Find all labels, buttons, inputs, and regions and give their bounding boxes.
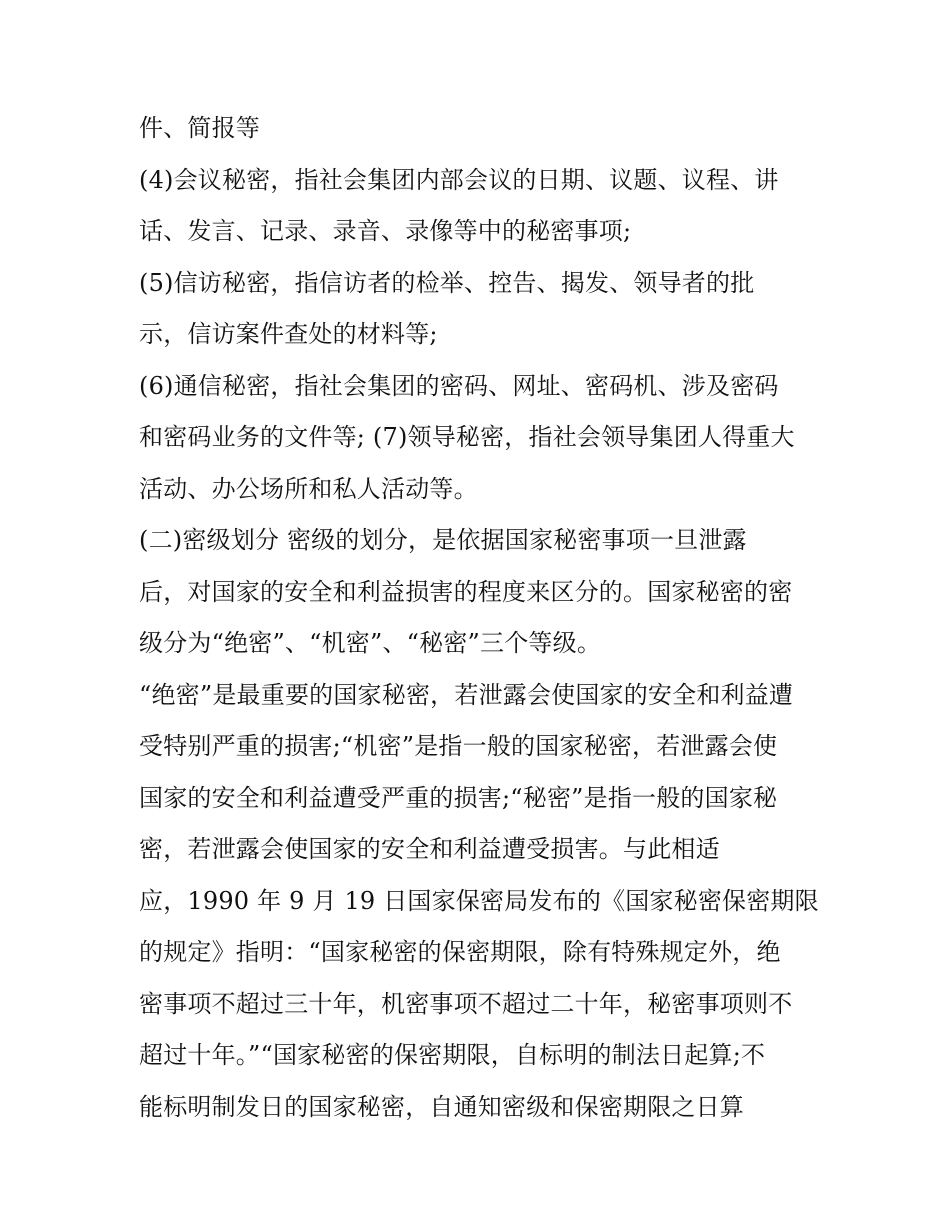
text-line: 示，信访案件查处的材料等;	[139, 320, 438, 348]
text-line: 受特别严重的损害;“机密”是指一般的国家秘密，若泄露会使	[139, 732, 778, 760]
text-line: 密，若泄露会使国家的安全和利益遭受损害。与此相适	[139, 835, 720, 863]
text-line: 活动、办公场所和私人活动等。	[139, 474, 478, 503]
text-line: (二)密级划分 密级的划分，是依据国家秘密事项一旦泄露	[139, 526, 747, 554]
text-line: 后，对国家的安全和利益损害的程度来区分的。国家秘密的密	[139, 577, 793, 606]
text-line: 的规定》指明：“国家秘密的保密期限，除有特殊规定外，绝	[139, 938, 781, 966]
text-line: “绝密”是最重要的国家秘密，若泄露会使国家的安全和利益遭	[139, 680, 794, 709]
text-line: 密事项不超过三十年，机密事项不超过二十年，秘密事项则不	[139, 989, 793, 1018]
text-line: 件、简报等	[139, 114, 260, 142]
document-body	[139, 103, 829, 1133]
text-line: 能标明制发日的国家秘密，自通知密级和保密期限之日算	[139, 1092, 744, 1121]
text-line: 应，1990 年 9 月 19 日国家保密局发布的《国家秘密保密期限	[139, 886, 819, 915]
text-line: 超过十年。”“国家秘密的保密期限，自标明的制法日起算;不	[139, 1041, 766, 1069]
text-line: (6)通信秘密，指社会集团的密码、网址、密码机、涉及密码	[139, 371, 779, 400]
text-line: 级分为“绝密”、“机密”、“秘密”三个等级。	[139, 629, 602, 657]
text-line: (4)会议秘密，指社会集团内部会议的日期、议题、议程、讲	[139, 165, 779, 194]
text-line: (5)信访秘密，指信访者的检举、控告、揭发、领导者的批	[139, 268, 755, 297]
text-line: 和密码业务的文件等; (7)领导秘密，指社会领导集团人得重大	[139, 423, 795, 451]
text-line: 话、发言、记录、录音、录像等中的秘密事项;	[139, 217, 632, 245]
text-line: 国家的安全和利益遭受严重的损害;“秘密”是指一般的国家秘	[139, 783, 778, 812]
